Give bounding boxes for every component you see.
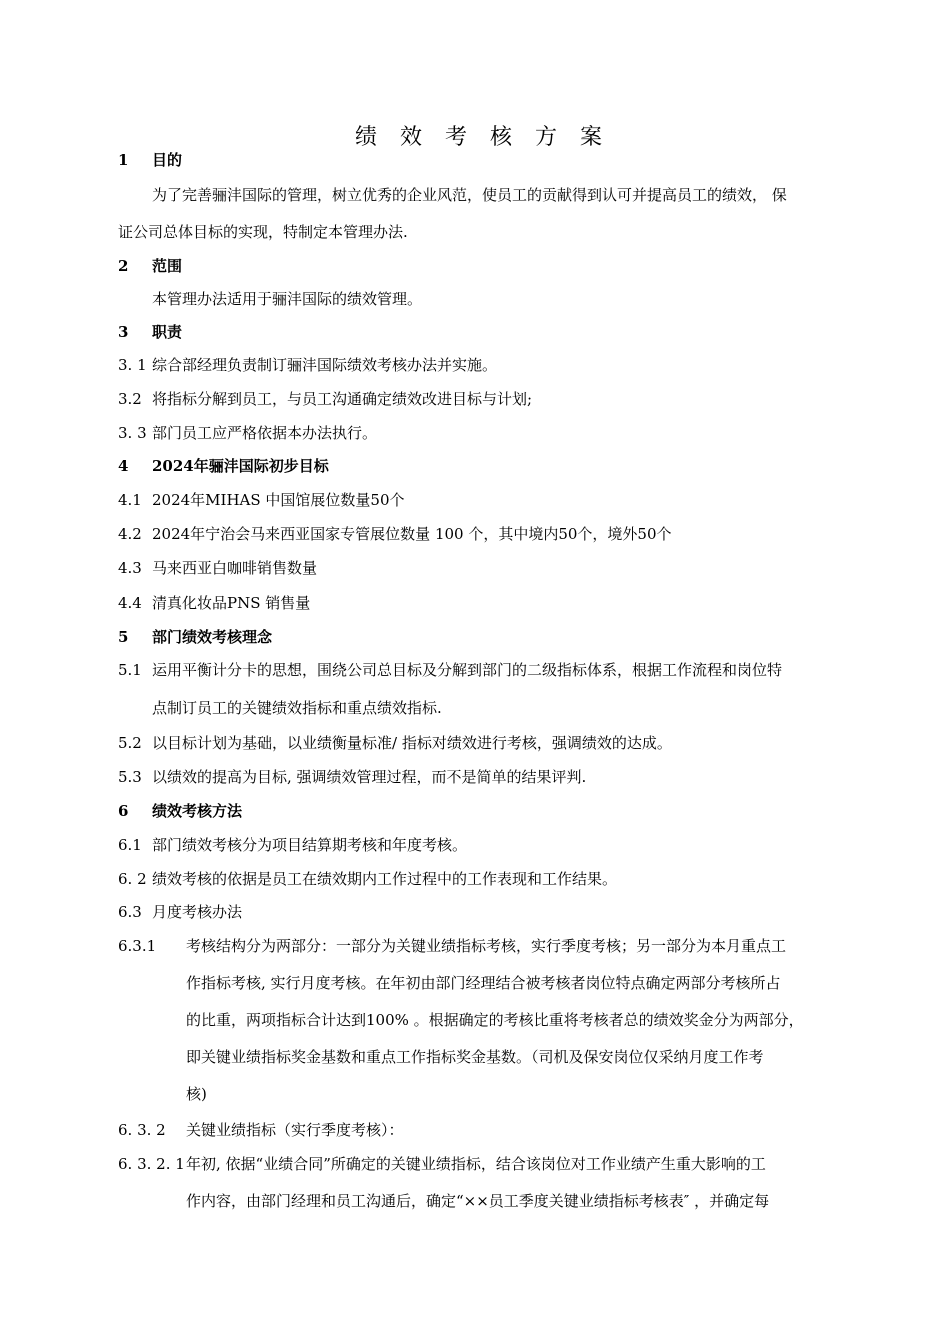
item-text: 部门员工应严格依据本办法执行。 — [152, 424, 378, 442]
section-4-heading — [118, 456, 329, 476]
item-text: 运用平衡计分卡的思想，围绕公司总目标及分解到部门的二级指标体系，根据工作流程和岗位特 — [152, 661, 783, 679]
paragraph: 作指标考核, 实行月度考核。在年初由部门经理结合被考核者岗位特点确定两部分考核所占 — [186, 974, 781, 992]
document-title: 绩 效 考 核 方 案 — [355, 125, 610, 150]
section-1-heading — [118, 150, 182, 170]
paragraph: 本管理办法适用于骊沣国际的绩效管理。 — [152, 290, 423, 308]
section-number: 6 — [118, 802, 129, 820]
list-item — [118, 869, 617, 889]
list-item — [118, 1120, 404, 1140]
section-number: 1 — [118, 151, 129, 169]
paragraph: 的比重，两项指标合计达到100% 。根据确定的考核比重将考核者总的绩效奖金分为两部分， — [186, 1011, 804, 1029]
section-title: 绩效考核方法 — [152, 802, 243, 820]
item-text: 2024年宁治会马来西亚国家专管展位数量 100 个，其中境内50个，境外50个 — [152, 525, 672, 543]
item-number: 3.2 — [118, 390, 142, 408]
item-text: 综合部经理负责制订骊沣国际绩效考核办法并实施。 — [152, 356, 498, 374]
item-number: 6.1 — [118, 836, 142, 854]
section-2-heading — [118, 256, 182, 276]
list-item — [118, 835, 467, 855]
item-number: 4.4 — [118, 594, 142, 612]
section-title: 范围 — [152, 257, 183, 275]
list-item — [118, 490, 405, 510]
item-text: 月度考核办法 — [152, 903, 243, 921]
section-6-heading — [118, 801, 242, 821]
list-item — [118, 389, 532, 409]
item-text: 清真化妆品PNS 销售量 — [152, 594, 311, 612]
item-number: 5.1 — [118, 661, 142, 679]
item-text: 2024年MIHAS 中国馆展位数量50个 — [152, 491, 405, 509]
item-text: 年初, 依据“业绩合同”所确定的关键业绩指标，结合该岗位对工作业绩产生重大影响的工 — [186, 1155, 766, 1173]
item-text: 部门绩效考核分为项目结算期考核和年度考核。 — [152, 836, 468, 854]
section-title: 目的 — [152, 151, 183, 169]
section-title: 2024年骊沣国际初步目标 — [152, 457, 329, 475]
paragraph: 作内容，由部门经理和员工沟通后，确定“××员工季度关键业绩指标考核表″ ，并确定每 — [186, 1192, 770, 1210]
item-text: 将指标分解到员工，与员工沟通确定绩效改进目标与计划; — [152, 390, 533, 408]
item-text: 关键业绩指标（实行季度考核）： — [186, 1121, 404, 1139]
list-item — [118, 593, 310, 613]
section-title: 部门绩效考核理念 — [152, 628, 273, 646]
list-item — [118, 902, 242, 922]
item-number: 4.2 — [118, 525, 142, 543]
item-number: 4.3 — [118, 559, 142, 577]
list-item — [118, 767, 586, 787]
section-number: 4 — [118, 457, 129, 475]
list-item — [118, 936, 786, 956]
section-number: 3 — [118, 323, 129, 341]
item-number: 3. 3 — [118, 424, 147, 442]
section-3-heading — [118, 322, 182, 342]
paragraph: 即关键业绩指标奖金基数和重点工作指标奖金基数。（司机及保安岗位仅采纳月度工作考 — [186, 1048, 764, 1066]
paragraph: 核) — [186, 1085, 207, 1103]
list-item — [118, 733, 672, 753]
item-number: 6.3.1 — [118, 937, 157, 955]
paragraph: 为了完善骊沣国际的管理，树立优秀的企业风范，使员工的贡献得到认可并提高员工的绩效， 保 — [152, 186, 787, 204]
item-text: 绩效考核的依据是员工在绩效期内工作过程中的工作表现和工作结果。 — [152, 870, 618, 888]
section-number: 2 — [118, 257, 129, 275]
item-number: 6. 3. 2. 1 — [118, 1155, 185, 1173]
item-number: 6.3 — [118, 903, 142, 921]
item-number: 3. 1 — [118, 356, 147, 374]
section-5-heading — [118, 627, 272, 647]
list-item — [118, 660, 782, 680]
item-text: 考核结构分为两部分：一部分为关键业绩指标考核，实行季度考核；另一部分为本月重点工 — [186, 937, 787, 955]
section-title: 职责 — [152, 323, 183, 341]
list-item — [118, 1154, 766, 1174]
list-item — [118, 355, 497, 375]
item-text: 以绩效的提高为目标, 强调绩效管理过程，而不是简单的结果评判. — [152, 768, 587, 786]
item-number: 6. 3. 2 — [118, 1121, 166, 1139]
list-item — [118, 558, 317, 578]
item-text: 马来西亚白咖啡销售数量 — [152, 559, 318, 577]
item-number: 5.2 — [118, 734, 142, 752]
section-number: 5 — [118, 628, 129, 646]
item-number: 4.1 — [118, 491, 142, 509]
item-number: 5.3 — [118, 768, 142, 786]
item-text: 以目标计划为基础，以业绩衡量标准/ 指标对绩效进行考核，强调绩效的达成。 — [152, 734, 672, 752]
paragraph: 证公司总体目标的实现，特制定本管理办法. — [118, 223, 408, 241]
list-item — [118, 524, 672, 544]
list-item — [118, 423, 377, 443]
item-number: 6. 2 — [118, 870, 147, 888]
paragraph: 点制订员工的关键绩效指标和重点绩效指标. — [152, 699, 442, 717]
